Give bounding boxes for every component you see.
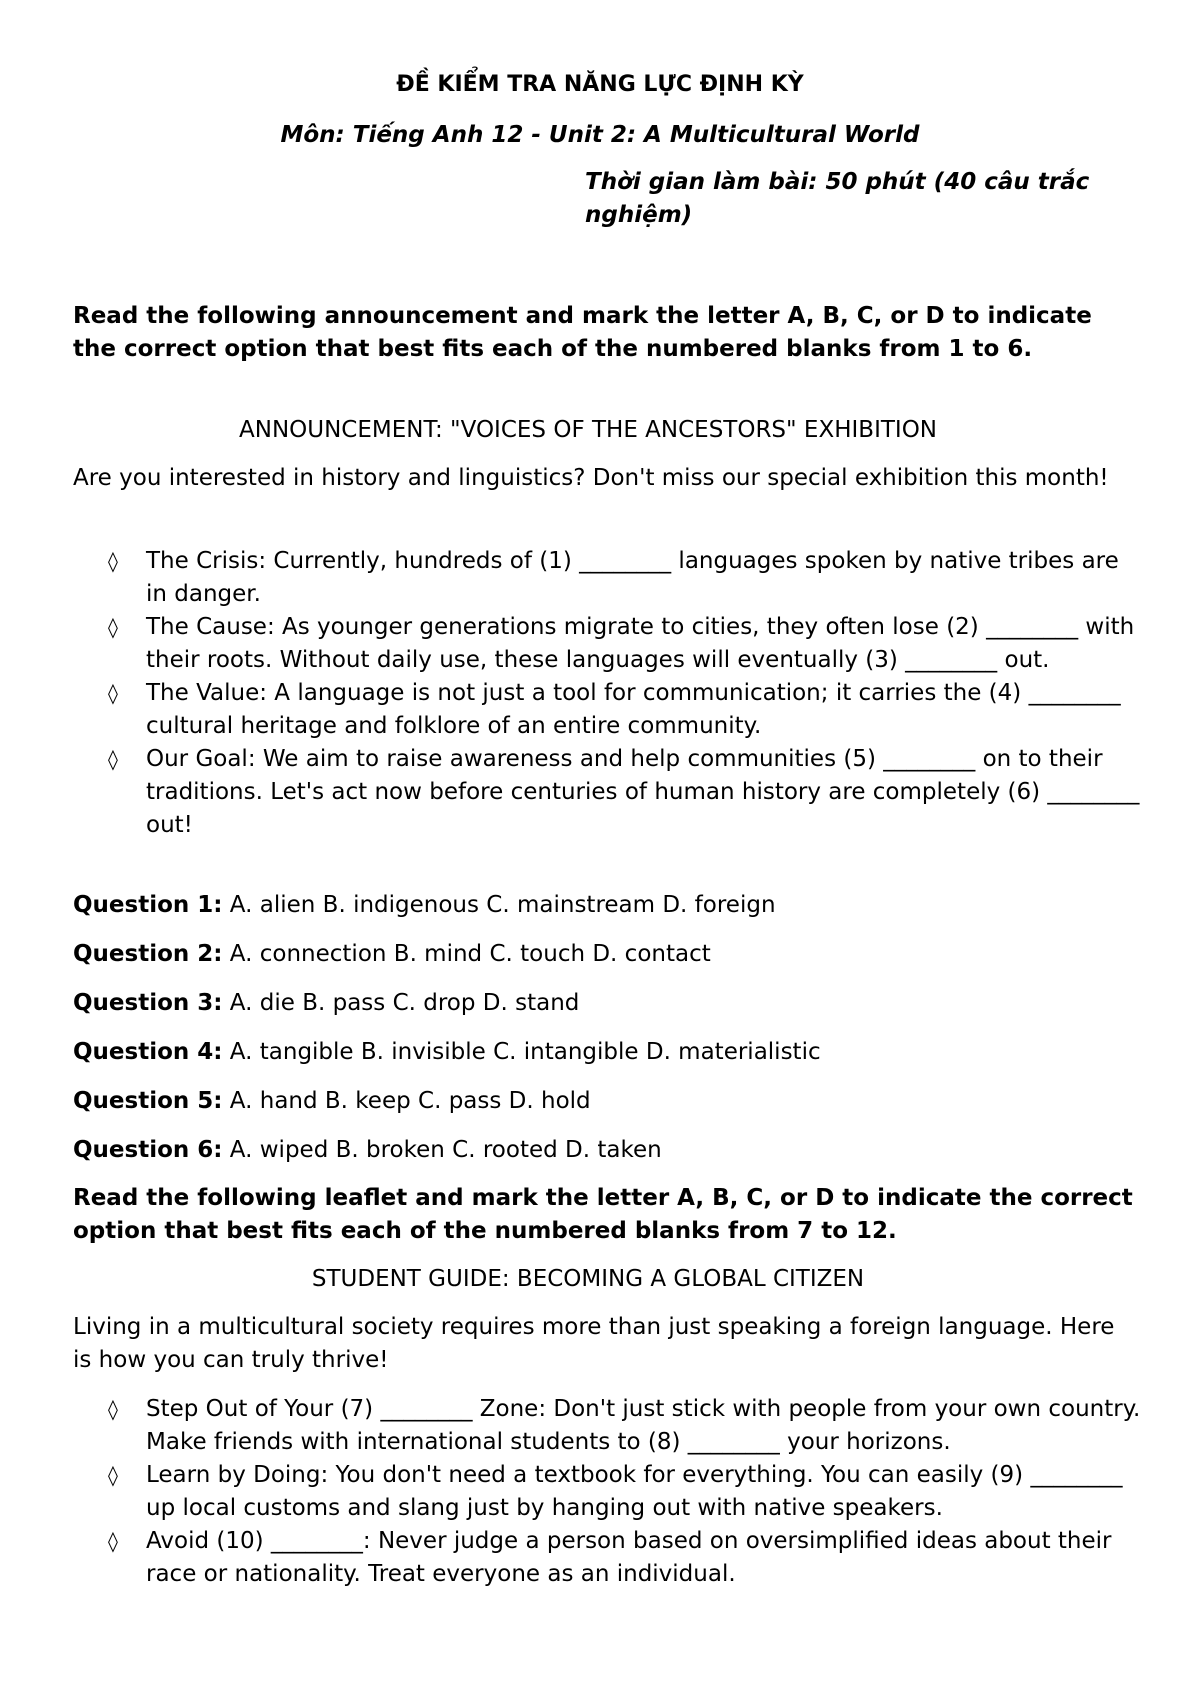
question-options: A. hand B. keep C. pass D. hold [229,1088,591,1114]
bullet-text: Avoid (10) ________: Never judge a person based on oversimplified ideas about their race or nationality. Treat everyone as an individual. [146,1528,1112,1587]
question-4 [73,1036,821,1069]
list-item [73,1459,1143,1525]
question-label: Question 1: [73,892,223,918]
list-item [73,611,1143,677]
list-item [73,545,1143,611]
exam-duration: Thời gian làm bài: 50 phút (40 câu trắc nghiệm) [585,169,1090,228]
diamond-bullet-icon: ◊ [108,1529,118,1553]
question-6 [73,1134,662,1167]
diamond-bullet-icon: ◊ [108,1397,118,1421]
bullet-text: The Cause: As younger generations migrate to cities, they often lose (2) ________ with their roots. Without daily use, these languages will eventually (3) ________ out. [146,614,1135,673]
question-3 [73,987,579,1020]
question-1 [73,889,776,922]
exam-subject: Môn: Tiếng Anh 12 - Unit 2: A Multicultural World [280,122,920,148]
diamond-bullet-icon: ◊ [108,615,118,639]
part2-intro: Living in a multicultural society requires more than just speaking a foreign language. Here is how you can truly thrive! [73,1314,1115,1373]
question-label: Question 5: [73,1088,223,1114]
bullet-text: The Crisis: Currently, hundreds of (1) ________ languages spoken by native tribes are in danger. [146,548,1119,607]
bullet-text: Our Goal: We aim to raise awareness and help communities (5) ________ on to their traditions. Let's act now before centuries of human history are completely (6) ________ out! [146,746,1140,838]
question-2 [73,938,711,971]
bullet-text: The Value: A language is not just a tool for communication; it carries the (4) ________ cultural heritage and folklore of an entire community. [146,680,1121,739]
part1-intro: Are you interested in history and linguistics? Don't miss our special exhibition this month! [73,465,1109,491]
part1-instruction: Read the following announcement and mark the letter A, B, C, or D to indicate the correct option that best fits each of the numbered blanks from 1 to 6. [73,303,1092,362]
diamond-bullet-icon: ◊ [108,549,118,573]
question-options: A. connection B. mind C. touch D. contact [229,941,711,967]
part2-instruction: Read the following leaflet and mark the letter A, B, C, or D to indicate the correct option that best fits each of the numbered blanks from 7 to 12. [73,1185,1133,1244]
part1-heading: ANNOUNCEMENT: "VOICES OF THE ANCESTORS" EXHIBITION [239,417,937,443]
question-options: A. wiped B. broken C. rooted D. taken [229,1137,662,1163]
question-label: Question 2: [73,941,223,967]
list-item [73,1525,1143,1591]
part2-heading: STUDENT GUIDE: BECOMING A GLOBAL CITIZEN [311,1266,865,1292]
question-5 [73,1085,591,1118]
list-item [73,1393,1143,1459]
question-options: A. die B. pass C. drop D. stand [229,990,580,1016]
diamond-bullet-icon: ◊ [108,747,118,771]
question-label: Question 3: [73,990,223,1016]
list-item [73,677,1143,743]
part1-bullet-list [73,545,1143,842]
question-label: Question 4: [73,1039,223,1065]
part2-bullet-list [73,1393,1143,1591]
diamond-bullet-icon: ◊ [108,681,118,705]
bullet-text: Step Out of Your (7) ________ Zone: Don't just stick with people from your own country. Make friends with international students to (8) ________ your horizons. [146,1396,1141,1455]
question-options: A. alien B. indigenous C. mainstream D. foreign [229,892,776,918]
bullet-text: Learn by Doing: You don't need a textbook for everything. You can easily (9) ________ up local customs and slang just by hanging out with native speakers. [146,1462,1123,1521]
diamond-bullet-icon: ◊ [108,1463,118,1487]
question-label: Question 6: [73,1137,223,1163]
exam-title: ĐỀ KIỂM TRA NĂNG LỰC ĐỊNH KỲ [396,72,804,97]
question-options: A. tangible B. invisible C. intangible D. materialistic [229,1039,821,1065]
list-item [73,743,1143,842]
